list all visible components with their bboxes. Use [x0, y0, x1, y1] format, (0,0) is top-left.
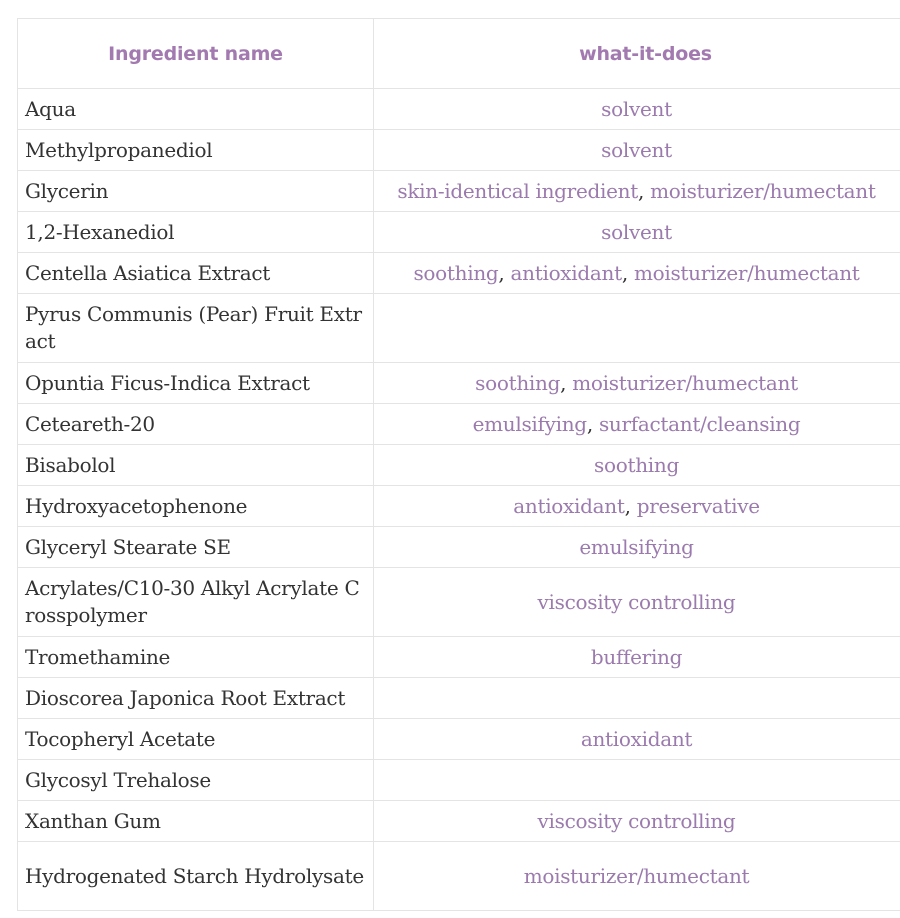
function-separator: , — [621, 260, 634, 285]
column-header-what-it-does[interactable]: what-it-does — [374, 19, 900, 89]
ingredients-table — [17, 18, 900, 911]
ingredient-name-cell: Bisabolol — [18, 445, 374, 486]
ingredient-name-cell: Ceteareth-20 — [18, 404, 374, 445]
function-separator: , — [637, 178, 651, 203]
ingredient-name-cell: Tromethamine — [18, 637, 374, 678]
function-link[interactable]: buffering — [590, 644, 683, 669]
ingredient-name-cell: Centella Asiatica Extract — [18, 253, 374, 294]
table-row — [18, 678, 900, 719]
function-cell — [374, 760, 900, 801]
function-cell — [374, 363, 900, 404]
function-link[interactable]: soothing — [594, 452, 679, 477]
table-body — [18, 89, 900, 911]
column-header-ingredient-name[interactable]: Ingredient name — [18, 19, 374, 89]
ingredient-name-cell: Glycosyl Trehalose — [18, 760, 374, 801]
function-cell — [374, 527, 900, 568]
function-link[interactable]: antioxidant — [580, 726, 693, 751]
ingredient-name-cell: Tocopheryl Acetate — [18, 719, 374, 760]
table-row — [18, 760, 900, 801]
table-row — [18, 130, 900, 171]
function-link[interactable]: moisturizer/humectant — [572, 370, 798, 395]
function-link[interactable]: moisturizer/humectant — [523, 863, 750, 888]
function-cell — [374, 212, 900, 253]
table-row — [18, 363, 900, 404]
function-cell — [374, 253, 900, 294]
function-cell — [374, 89, 900, 130]
function-cell — [374, 404, 900, 445]
function-cell — [374, 294, 900, 363]
function-link[interactable]: solvent — [601, 137, 672, 162]
table-row — [18, 719, 900, 760]
ingredient-name-cell: Dioscorea Japonica Root Extract — [18, 678, 374, 719]
ingredient-name-cell: Glycerin — [18, 171, 374, 212]
function-cell — [374, 445, 900, 486]
table-row — [18, 404, 900, 445]
function-link[interactable]: viscosity controlling — [537, 589, 736, 614]
table-row — [18, 842, 900, 911]
function-link[interactable]: emulsifying — [472, 411, 587, 436]
table-row — [18, 801, 900, 842]
function-separator: , — [498, 260, 511, 285]
table-row — [18, 212, 900, 253]
table-row — [18, 637, 900, 678]
function-link[interactable]: moisturizer/humectant — [633, 260, 860, 285]
table-row — [18, 89, 900, 130]
function-cell — [374, 171, 900, 212]
function-link[interactable]: soothing — [475, 370, 561, 395]
ingredient-name-cell: Methylpropanediol — [18, 130, 374, 171]
function-cell — [374, 842, 900, 911]
ingredient-name-cell: Hydroxyacetophenone — [18, 486, 374, 527]
ingredient-name-cell: Pyrus Communis (Pear) Fruit Extract — [18, 294, 374, 363]
function-cell — [374, 719, 900, 760]
function-link[interactable]: surfactant/cleansing — [598, 411, 801, 436]
table-row — [18, 568, 900, 637]
function-cell — [374, 568, 900, 637]
ingredient-name-cell: Aqua — [18, 89, 374, 130]
function-link[interactable]: solvent — [601, 96, 672, 121]
table-header-row — [18, 19, 900, 89]
function-cell — [374, 486, 900, 527]
ingredient-name-cell: Opuntia Ficus-Indica Extract — [18, 363, 374, 404]
table-row — [18, 527, 900, 568]
function-separator: , — [586, 411, 599, 436]
table-row — [18, 294, 900, 363]
function-link[interactable]: antioxidant — [513, 493, 625, 518]
function-link[interactable]: preservative — [636, 493, 760, 518]
function-link[interactable]: soothing — [413, 260, 499, 285]
function-cell — [374, 801, 900, 842]
function-link[interactable]: solvent — [601, 219, 672, 244]
ingredient-name-cell: Acrylates/C10-30 Alkyl Acrylate Crosspolymer — [18, 568, 374, 637]
function-link[interactable]: antioxidant — [510, 260, 622, 285]
table-row — [18, 253, 900, 294]
function-separator: , — [560, 370, 573, 395]
ingredient-name-cell: 1,2-Hexanediol — [18, 212, 374, 253]
function-link[interactable]: skin-identical ingredient — [397, 178, 638, 203]
function-cell — [374, 678, 900, 719]
ingredient-name-cell: Hydrogenated Starch Hydrolysate — [18, 842, 374, 911]
function-link[interactable]: emulsifying — [579, 534, 694, 559]
table-row — [18, 445, 900, 486]
function-separator: , — [624, 493, 637, 518]
table-row — [18, 171, 900, 212]
ingredient-name-cell: Glyceryl Stearate SE — [18, 527, 374, 568]
ingredient-name-cell: Xanthan Gum — [18, 801, 374, 842]
ingredients-table-container — [17, 18, 900, 911]
table-row — [18, 486, 900, 527]
function-link[interactable]: moisturizer/humectant — [650, 178, 876, 203]
function-link[interactable]: viscosity controlling — [537, 808, 736, 833]
function-cell — [374, 130, 900, 171]
function-cell — [374, 637, 900, 678]
